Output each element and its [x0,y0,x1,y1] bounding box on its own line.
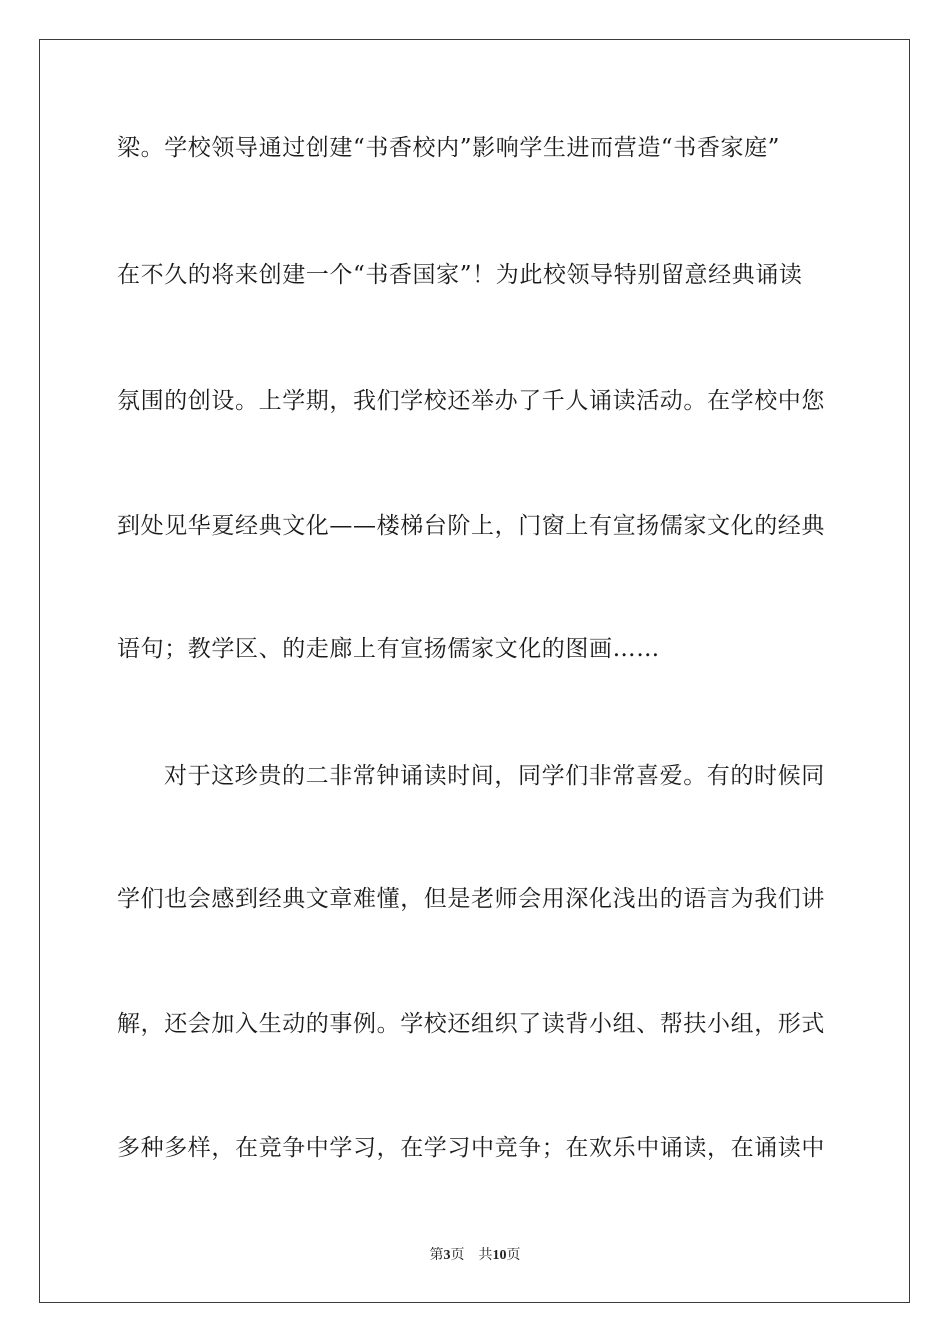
page-total: 10 [492,1248,507,1263]
page-total-suffix: 页 [506,1248,521,1263]
paragraph-2-first-line: 对于这珍贵的二非常钟诵读时间，同学们非常喜爱。有的时候同 [164,763,825,789]
page-total-prefix: 共 [478,1248,493,1263]
text-line-7: 学们也会感到经典文章难懂，但是老师会用深化浅出的语言为我们讲 [117,886,825,912]
page-number-prefix: 第 [429,1248,444,1263]
page-footer [0,1247,950,1265]
text-line-4: 到处见华夏经典文化——楼梯台阶上，门窗上有宣扬儒家文化的经典 [117,513,825,539]
page-border [39,39,910,1303]
text-line-2: 在不久的将来创建一个“书香国家”！为此校领导特别留意经典诵读 [117,262,803,288]
page-number-current: 3 [443,1248,451,1263]
text-line-3: 氛围的创设。上学期，我们学校还举办了千人诵读活动。在学校中您 [117,388,825,414]
page-number-suffix: 页 [450,1248,465,1263]
text-line-9: 多种多样，在竞争中学习，在学习中竞争；在欢乐中诵读，在诵读中 [117,1135,825,1161]
text-line-8: 解，还会加入生动的事例。学校还组织了读背小组、帮扶小组，形式 [117,1011,825,1037]
text-line-5: 语句；教学区、的走廊上有宣扬儒家文化的图画…… [117,636,660,662]
text-line-1: 梁。学校领导通过创建“书香校内”影响学生进而营造“书香家庭” [117,135,781,161]
